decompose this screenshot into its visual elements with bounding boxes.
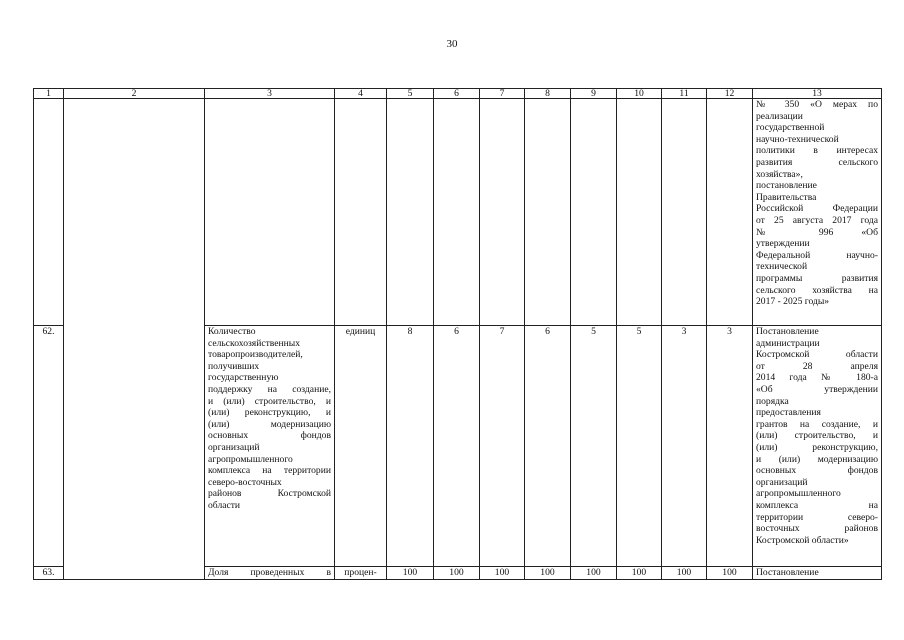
value-cell xyxy=(525,99,571,326)
indicator-line: и (или) строительство, и xyxy=(208,395,331,407)
unit-cell xyxy=(335,99,387,326)
doc-line: 2017 - 2025 годы» xyxy=(756,296,830,308)
column-header: 7 xyxy=(480,89,525,99)
indicator-line: районов Костромской xyxy=(208,488,331,500)
row-number-cell xyxy=(34,99,64,326)
doc-line: Постановление xyxy=(756,326,819,337)
value-cell: 100 xyxy=(571,567,617,580)
indicator-line: Количество xyxy=(208,326,256,337)
doc-line: утверждении xyxy=(756,238,810,250)
doc-line: Российской Федерации xyxy=(756,203,878,215)
column-header: 11 xyxy=(662,89,707,99)
doc-line: восточных районов xyxy=(756,523,878,535)
table-row-continued xyxy=(34,99,882,326)
indicator-line: агропромышленного xyxy=(208,453,293,465)
doc-line: «Об утверждении xyxy=(756,383,878,395)
value-cell: 6 xyxy=(525,326,571,567)
doc-line: Федеральной научно- xyxy=(756,249,878,261)
value-cell xyxy=(387,99,434,326)
value-cell: 6 xyxy=(434,326,480,567)
doc-line: политики в интересах xyxy=(756,145,878,157)
column-header: 4 xyxy=(335,89,387,99)
indicator-cell xyxy=(205,567,335,580)
column-header: 13 xyxy=(753,89,882,99)
doc-line: (или) реконструкцию, xyxy=(756,441,878,453)
unit-cell: процен- xyxy=(335,567,387,580)
doc-line: научно-технической xyxy=(756,133,839,145)
column-header: 3 xyxy=(205,89,335,99)
value-cell: 5 xyxy=(571,326,617,567)
unit-cell: единиц xyxy=(335,326,387,567)
column-header: 9 xyxy=(571,89,617,99)
indicator-line: государственную xyxy=(208,372,279,384)
value-cell xyxy=(707,99,753,326)
value-cell: 100 xyxy=(434,567,480,580)
doc-line: реализации xyxy=(756,110,803,122)
indicator-cell xyxy=(205,326,335,567)
page-number: 30 xyxy=(446,38,458,50)
normative-document-cell: Постановление xyxy=(753,567,882,580)
indicator-line: организаций xyxy=(208,441,260,453)
column-header: 12 xyxy=(707,89,753,99)
doc-line: основных фондов xyxy=(756,465,878,477)
doc-line: сельского хозяйства на xyxy=(756,284,878,296)
indicator-line: сельскохозяйственных xyxy=(208,337,301,349)
doc-line: предоставления xyxy=(756,407,821,419)
value-cell: 100 xyxy=(387,567,434,580)
value-cell: 100 xyxy=(707,567,753,580)
table-header-row xyxy=(34,89,882,99)
value-cell: 100 xyxy=(662,567,707,580)
doc-line: от 28 апреля xyxy=(756,360,878,372)
doc-line: Костромской области xyxy=(756,349,878,361)
column-header: 6 xyxy=(434,89,480,99)
column-header: 1 xyxy=(34,89,64,99)
column-header: 8 xyxy=(525,89,571,99)
doc-line: хозяйства», xyxy=(756,168,803,180)
value-cell: 100 xyxy=(480,567,525,580)
value-cell: 8 xyxy=(387,326,434,567)
doc-line: Правительства xyxy=(756,191,817,203)
normative-document-cell xyxy=(753,326,882,567)
indicator-table xyxy=(33,88,882,580)
value-cell: 100 xyxy=(525,567,571,580)
indicator-line: комплекса на территории xyxy=(208,465,331,477)
value-cell xyxy=(434,99,480,326)
value-cell: 3 xyxy=(662,326,707,567)
row-number-cell: 62. xyxy=(34,326,64,567)
value-cell xyxy=(662,99,707,326)
indicator-line: товаропроизводителей, xyxy=(208,349,303,361)
value-cell: 5 xyxy=(617,326,662,567)
value-cell: 7 xyxy=(480,326,525,567)
doc-line: и (или) модернизацию xyxy=(756,453,878,465)
indicator-cell xyxy=(205,99,335,326)
column-header: 2 xyxy=(64,89,205,99)
doc-line: 2014 года № 180-а xyxy=(756,372,878,384)
doc-line: порядка xyxy=(756,395,789,407)
doc-line: агропромышленного xyxy=(756,488,841,500)
doc-line: Костромской области» xyxy=(756,534,849,546)
doc-line: № 350 «О мерах по xyxy=(756,99,878,110)
doc-line: программы развития xyxy=(756,272,878,284)
doc-line: (или) строительство, и xyxy=(756,430,878,442)
indicator-line: северо-восточных xyxy=(208,476,282,488)
doc-line: администрации xyxy=(756,337,820,349)
program-cell xyxy=(64,99,205,580)
indicator-line: области xyxy=(208,499,241,511)
indicator-line: (или) модернизацию xyxy=(208,418,331,430)
doc-line: государственной xyxy=(756,122,825,134)
row-number-cell: 63. xyxy=(34,567,64,580)
indicator-line: поддержку на создание, xyxy=(208,383,331,395)
doc-line: комплекса на xyxy=(756,499,878,511)
doc-line: территории северо- xyxy=(756,511,878,523)
value-cell: 100 xyxy=(617,567,662,580)
doc-line: № 996 «Об xyxy=(756,226,878,238)
doc-line: от 25 августа 2017 года xyxy=(756,214,878,226)
value-cell xyxy=(480,99,525,326)
indicator-line: получивших xyxy=(208,360,260,372)
indicator-line: Доля проведенных в xyxy=(208,567,331,578)
column-header: 5 xyxy=(387,89,434,99)
value-cell: 3 xyxy=(707,326,753,567)
value-cell xyxy=(571,99,617,326)
normative-document-cell xyxy=(753,99,882,326)
doc-line: технической xyxy=(756,261,808,273)
indicator-line: основных фондов xyxy=(208,430,331,442)
value-cell xyxy=(617,99,662,326)
column-header: 10 xyxy=(617,89,662,99)
doc-line: развития сельского xyxy=(756,156,878,168)
doc-line: организаций xyxy=(756,476,808,488)
doc-line: постановление xyxy=(756,180,817,192)
indicator-line: (или) реконструкцию, и xyxy=(208,407,331,419)
doc-line: грантов на создание, и xyxy=(756,418,878,430)
